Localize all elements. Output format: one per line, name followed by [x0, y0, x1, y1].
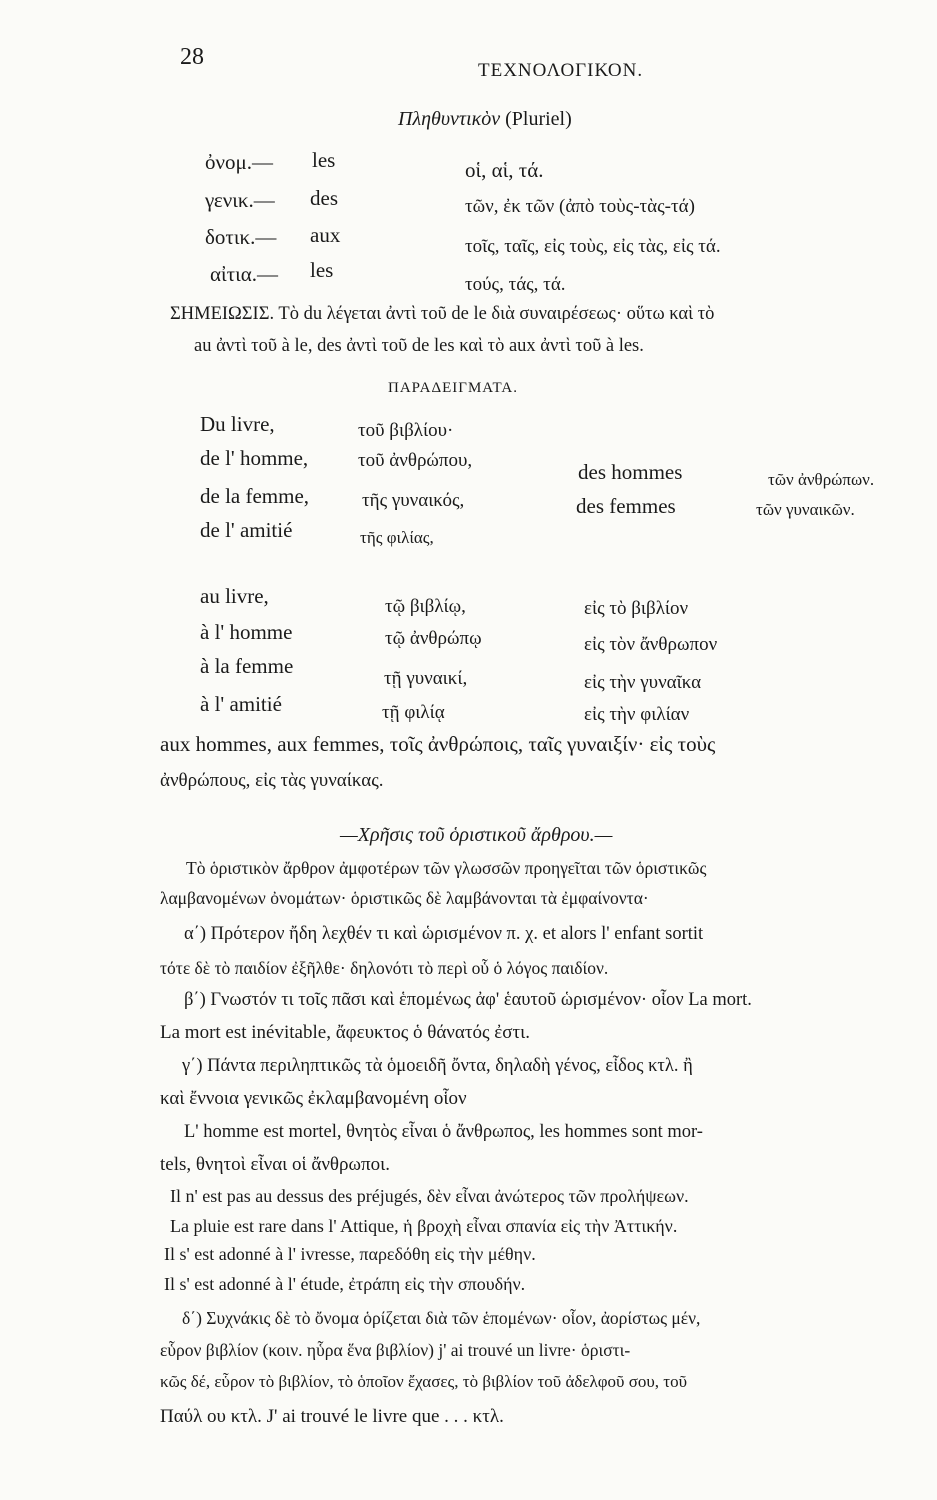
example-greek: τῆς γυναικός, [362, 490, 465, 511]
plural-heading-french: (Pluriel) [505, 108, 572, 130]
example-greek-prep: εἰς τὴν φιλίαν [584, 704, 690, 725]
examples-title: ΠΑΡΑΔΕΙΓΜΑΤΑ. [388, 380, 519, 396]
case-label: δοτικ.— [205, 225, 277, 249]
example-greek: τοῦ ἀνθρώπου, [358, 450, 473, 471]
example-french: au livre, [200, 584, 269, 608]
body-line: Παύλ ου κτλ. J' ai trouvé le livre que . . . κτλ. [160, 1406, 504, 1427]
example-french: de la femme, [200, 484, 310, 508]
example-greek: τοῦ βιβλίου· [358, 420, 454, 441]
body-line: α΄) Πρότερον ἤδη λεχθέν τι καὶ ὡρισμένον π. χ. et alors l' enfant sortit [184, 924, 704, 944]
case-french: les [312, 148, 336, 172]
example-greek-plural: τῶν ἀνθρώπων. [768, 470, 875, 489]
example-french: à la femme [200, 654, 294, 678]
example-french: à l' amitié [200, 692, 282, 716]
example-greek: τῷ ἀνθρώπῳ [385, 628, 482, 649]
usage-title: —Χρῆσις τοῦ ὁριστικοῦ ἄρθρου.— [340, 824, 613, 846]
body-line: καὶ ἔννοια γενικῶς ἐκλαμβανομένη οἷον [160, 1088, 467, 1109]
body-line: Il s' est adonné à l' ivresse, παρεδόθη εἰς τὴν μέθην. [164, 1244, 536, 1264]
body-line: Τὸ ὁριστικὸν ἄρθρον ἀμφοτέρων τῶν γλωσσῶν προηγεῖται τῶν ὁριστικῶς [186, 858, 707, 878]
body-line: εὗρον βιβλίον (κοιν. ηὗρα ἕνα βιβλίον) j' ai trouvé un livre· ὁριστι- [160, 1340, 631, 1360]
case-label: ὀνομ.— [205, 150, 274, 174]
plural-dative-line: aux hommes, aux femmes, τοῖς ἀνθρώποις, ταῖς γυναιξίν· εἰς τοὺς [160, 732, 716, 756]
body-line: κῶς δέ, εὗρον τὸ βιβλίον, τὸ ὁποῖον ἔχασες, τὸ βιβλίον τοῦ ἀδελφοῦ σου, τοῦ [160, 1372, 688, 1391]
example-french: à l' homme [200, 620, 293, 644]
example-french: de l' amitié [200, 518, 293, 542]
body-line: L' homme est mortel, θνητὸς εἶναι ὁ ἄνθρωπος, les hommes sont mor- [184, 1122, 703, 1142]
body-line: β΄) Γνωστόν τι τοῖς πᾶσι καὶ ἑπομένως ἀφ' ἑαυτοῦ ὡρισμένον· οἷον La mort. [184, 990, 752, 1010]
running-title: ΤΕΧΝΟΛΟΓΙΚΟΝ. [478, 60, 644, 81]
body-line: γ΄) Πάντα περιληπτικῶς τὰ ὁμοειδῆ ὄντα, δηλαδὴ γένος, εἶδος κτλ. ἢ [182, 1056, 693, 1076]
example-greek: τῇ φιλίᾳ [382, 702, 445, 723]
case-french: des [310, 186, 338, 210]
example-greek: τῷ βιβλίῳ, [385, 596, 466, 617]
case-greek: οἱ, αἱ, τά. [465, 158, 544, 182]
plural-heading [398, 108, 572, 131]
example-greek-plural: τῶν γυναικῶν. [756, 500, 855, 519]
body-line: La pluie est rare dans l' Attique, ἡ βροχὴ εἶναι σπανία εἰς τὴν Ἀττικήν. [170, 1216, 678, 1236]
example-french: de l' homme, [200, 446, 309, 470]
example-greek: τῇ γυναικί, [384, 668, 468, 689]
example-french: Du livre, [200, 412, 275, 436]
body-line: λαμβανομένων ὀνομάτων· ὁριστικῶς δὲ λαμβάνονται τὰ ἐμφαίνοντα· [160, 888, 649, 908]
example-greek: τῆς φιλίας, [360, 528, 434, 547]
body-line: tels, θνητοὶ εἶναι οἱ ἄνθρωποι. [160, 1154, 390, 1175]
example-greek-prep: εἰς τὴν γυναῖκα [584, 672, 702, 693]
case-greek: τοῖς, ταῖς, εἰς τοὺς, εἰς τὰς, εἰς τά. [465, 236, 721, 257]
body-line: La mort est inévitable, ἄφευκτος ὁ θάνατός ἐστι. [160, 1022, 530, 1043]
body-line: τότε δὲ τὸ παιδίον ἐξῆλθε· δηλονότι τὸ περὶ οὗ ὁ λόγος παιδίον. [160, 958, 609, 978]
body-line: Il n' est pas au dessus des préjugés, δὲν εἶναι ἀνώτερος τῶν προλήψεων. [170, 1186, 689, 1206]
example-french-plural: des hommes [578, 460, 683, 484]
case-french: les [310, 258, 334, 282]
example-french-plural: des femmes [576, 494, 676, 518]
example-greek-prep: εἰς τὸν ἄνθρωπον [584, 634, 718, 655]
body-line: δ΄) Συχνάκις δὲ τὸ ὄνομα ὁρίζεται διὰ τῶν ἑπομένων· οἷον, ἀορίστως μέν, [182, 1308, 701, 1328]
note-line: au ἀντὶ τοῦ à le, des ἀντὶ τοῦ de les καὶ τὸ aux ἀντὶ τοῦ à les. [194, 336, 644, 356]
note-line: ΣΗΜΕΙΩΣΙΣ. Τὸ du λέγεται ἀντὶ τοῦ de le διὰ συναιρέσεως· οὕτω καὶ τὸ [170, 304, 715, 324]
plural-heading-greek: Πληθυντικὸν [398, 108, 501, 130]
plural-dative-line: ἀνθρώπους, εἰς τὰς γυναίκας. [160, 770, 384, 791]
example-greek-prep: εἰς τὸ βιβλίον [584, 598, 689, 619]
case-french: aux [310, 223, 341, 247]
page-number: 28 [180, 44, 204, 70]
body-line: Il s' est adonné à l' étude, ἐτράπη εἰς τὴν σπουδήν. [164, 1274, 526, 1294]
case-label: αἰτια.— [210, 262, 278, 286]
case-greek: τούς, τάς, τά. [465, 274, 566, 295]
case-greek: τῶν, ἐκ τῶν (ἀπὸ τοὺς-τὰς-τά) [465, 196, 695, 217]
case-label: γενικ.— [205, 188, 275, 212]
